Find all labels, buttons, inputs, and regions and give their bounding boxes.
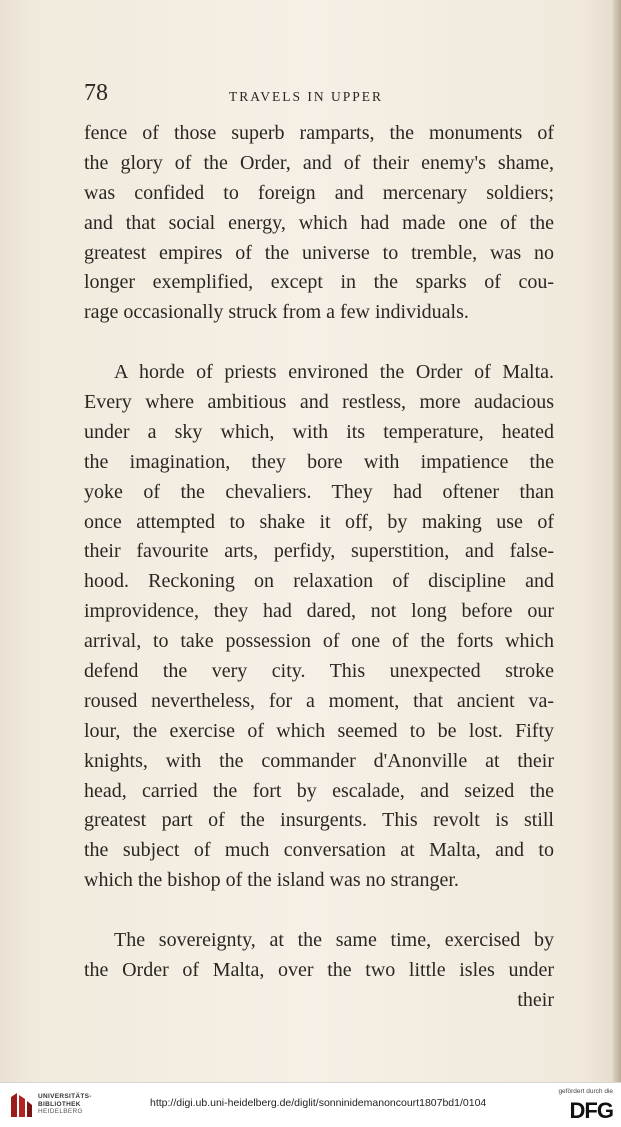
text-line: the subject of much conversation at Malta, and to (84, 839, 554, 862)
paragraph-gap (84, 328, 554, 358)
text-line: under a sky which, with its temperature, heated (84, 420, 554, 443)
text-line: their favourite arts, perfidy, superstition, and false- (84, 540, 554, 563)
funded-by-label: gefördert durch die (558, 1088, 613, 1095)
text-line: hood. Reckoning on relaxation of discipline and (84, 570, 554, 593)
running-title: TRAVELS IN UPPER (229, 89, 384, 104)
page-edge (613, 0, 621, 1082)
text-line: A horde of priests environed the Order of Malta. (114, 361, 554, 384)
text-line: The sovereignty, at the same time, exercised by (114, 929, 554, 952)
text-line: yoke of the chevaliers. They had oftener than (84, 480, 554, 503)
paragraph-gap (84, 896, 554, 926)
text-line: improvidence, they had dared, not long before our (84, 600, 554, 623)
text-line: which the bishop of the island was no stranger. (84, 869, 459, 892)
text-line: knights, with the commander d'Anonville at their (84, 749, 554, 772)
page-header (84, 80, 554, 110)
body-text (84, 119, 554, 1016)
text-line: and that social energy, which had made one of the (84, 211, 554, 234)
text-line: lour, the exercise of which seemed to be lost. Fifty (84, 719, 554, 742)
library-name-line: UNIVERSITÄTS- (38, 1093, 92, 1100)
text-line: arrival, to take possession of one of the forts which (84, 630, 554, 653)
text-line: head, carried the fort by escalade, and seized the (84, 779, 554, 802)
text-line: fence of those superb ramparts, the monuments of (84, 122, 554, 144)
text-line: defend the very city. This unexpected stroke (84, 660, 554, 683)
library-name-line: BIBLIOTHEK (38, 1100, 81, 1108)
text-line: roused nevertheless, for a moment, that ancient va- (84, 689, 554, 712)
text-line: the imagination, they bore with impatience the (84, 450, 554, 473)
text-line: Every where ambitious and restless, more audacious (84, 391, 554, 414)
permalink-url[interactable]: http://digi.ub.uni-heidelberg.de/diglit/sonninidemanoncourt1807bd1/0104 (150, 1097, 487, 1109)
text-line: rage occasionally struck from a few individuals. (84, 301, 469, 324)
text-line: once attempted to shake it off, by making use of (84, 510, 554, 533)
page-number: 78 (84, 80, 108, 106)
text-line: was confided to foreign and mercenary soldiers; (84, 181, 554, 204)
library-name (38, 1093, 92, 1116)
dfg-logo: DFG (569, 1098, 613, 1123)
text-line: greatest part of the insurgents. This revolt is still (84, 809, 554, 832)
text-line: greatest empires of the universe to tremble, was no (84, 241, 554, 264)
catchword: their (517, 988, 554, 1011)
viewer-footer (0, 1082, 621, 1127)
text-line: the Order of Malta, over the two little isles under (84, 958, 554, 981)
library-name-line: HEIDELBERG (38, 1108, 83, 1115)
text-line: longer exemplified, except in the sparks of cou- (84, 271, 554, 294)
university-library-logo-icon (8, 1091, 34, 1119)
text-line: the glory of the Order, and of their enemy's shame, (84, 151, 554, 174)
